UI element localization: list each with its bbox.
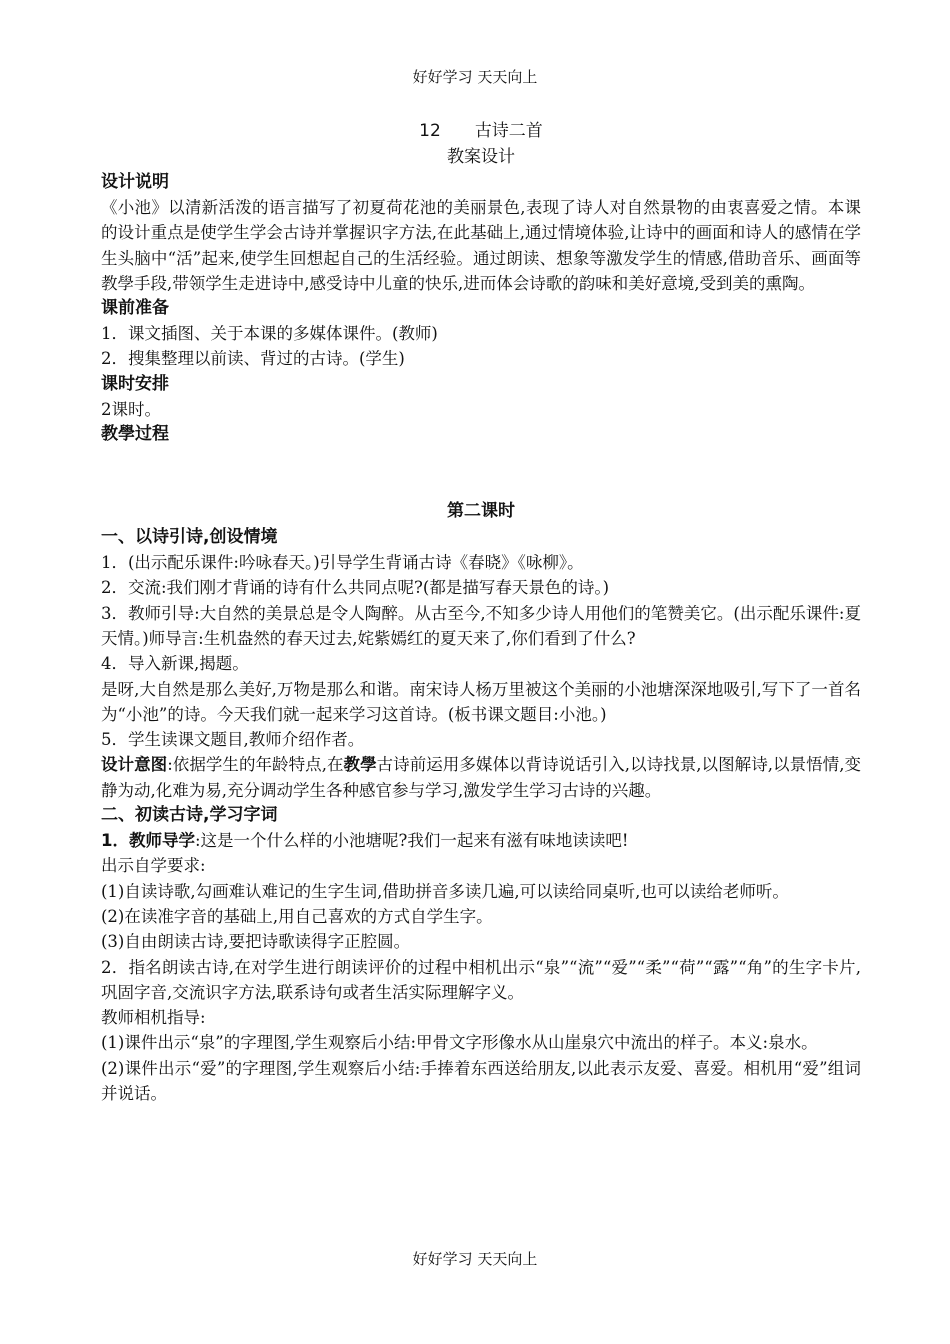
lesson-subtitle: 教案设计: [447, 147, 515, 167]
process-heading: 教學过程: [101, 424, 169, 445]
design-intent-label: 设计意图: [101, 755, 168, 775]
part2-line-6: 2．指名朗读古诗,在对学生进行朗读评价的过程中相机出示“泉”“流”“爱”“柔”“荷”“露”“角”的生字卡片,巩固字音,交流识字方法,联系诗句或者生活实际理解字义。: [101, 957, 861, 1002]
design-intent-pre: :依据学生的年龄特点,在: [167, 755, 344, 775]
design-heading: 设计说明: [101, 172, 169, 192]
prep-item-2: 2．搜集整理以前读、背过的古诗。(学生): [101, 349, 405, 369]
part2-line-5: (3)自由朗读古诗,要把诗歌读得字正腔圆。: [101, 932, 411, 952]
prep-item-1: 1．课文插图、关于本课的多媒体课件。(教师): [101, 324, 438, 344]
document-body: [101, 118, 861, 1106]
prep-heading: 课前准备: [101, 298, 169, 319]
time-body: 2课时。: [101, 399, 161, 419]
part2-line-8: (1)课件出示“泉”的字理图,学生观察后小结:甲骨文字形像水从山崖泉穴中流出的样子。本义:泉水。: [101, 1033, 818, 1053]
part1-line-3: 3．教师引导:大自然的美景总是令人陶醉。从古至今,不知多少诗人用他们的笔赞美它。(出示配乐课件:夏天情。)师导言:生机盎然的春天过去,姹紫嫣红的夏天来了,你们看到了什么?: [101, 603, 861, 648]
part2-line-1-body: :这是一个什么样的小池塘呢?我们一起来有滋有味地读读吧!: [194, 831, 629, 851]
lesson-number: 12: [419, 121, 441, 141]
page-footer: 好好学习 天天向上: [412, 1250, 538, 1268]
part2-line-9: (2)课件出示“爱”的字理图,学生观察后小结:手捧着东西送给朋友,以此表示友爱、喜爱。相机用“爱”组词并说话。: [101, 1058, 861, 1104]
design-body: 《小池》以清新活泼的语言描写了初夏荷花池的美丽景色,表现了诗人对自然景物的由衷喜爱之情。本课的设计重点是使学生学会古诗并掌握识字方法,在此基础上,通过情境体验,让诗中的画面和诗人的感情在学生头脑中“活”起来,使学生回想起自己的生活经验。通过朗读、想象等激发学生的情感,借助音乐、画面等教學手段,带领学生走进诗中,感受诗中儿童的快乐,进而体会诗歌的韵味和美好意境,受到美的熏陶。: [101, 198, 861, 293]
part1-line-4: 4．导入新课,揭题。: [101, 654, 249, 674]
part2-line-4: (2)在读准字音的基础上,用自己喜欢的方式自学生字。: [101, 906, 493, 926]
part1-heading: 一、以诗引诗,创设情境: [101, 527, 278, 548]
part2-line-7: 教师相机指导:: [101, 1008, 206, 1028]
lesson2-heading: 第二课时: [447, 501, 515, 522]
design-intent: [101, 752, 861, 803]
part2-line-3: (1)自读诗歌,勾画难认难记的生字生词,借助拼音多读几遍,可以读给同桌听,也可以读给老师听。: [101, 881, 789, 901]
design-intent-post: 古诗前运用多媒体以背诗说话引入,以诗找景,以图解诗,以景悟情,变静为动,化难为易,充分调动学生各种感官参与学习,激发学生学习古诗的兴趣。: [101, 755, 861, 800]
design-intent-bold: 教學: [343, 755, 377, 775]
time-heading: 课时安排: [101, 373, 169, 394]
part2-line-1: [101, 828, 861, 853]
part2-line-1-label: 1．教师导学: [101, 831, 195, 851]
part1-line-2: 2．交流:我们刚才背诵的诗有什么共同点呢?(都是描写春天景色的诗。): [101, 578, 610, 598]
part1-line-5: 是呀,大自然是那么美好,万物是那么和谐。南宋诗人杨万里被这个美丽的小池塘深深地吸引,写下了一首名为“小池”的诗。今天我们就一起来学习这首诗。(板书课文题目:小池。): [101, 679, 861, 724]
page-header: 好好学习 天天向上: [412, 68, 538, 86]
part2-heading: 二、初读古诗,学习字词: [101, 805, 278, 826]
part2-line-2: 出示自学要求:: [101, 856, 206, 876]
part1-line-1: 1．(出示配乐课件:吟咏春天。)引导学生背诵古诗《春晓》《咏柳》。: [101, 553, 584, 573]
lesson-title: [101, 118, 861, 144]
lesson-name: 古诗二首: [474, 121, 543, 141]
part1-line-6: 5．学生读课文题目,教师介绍作者。: [101, 730, 365, 750]
